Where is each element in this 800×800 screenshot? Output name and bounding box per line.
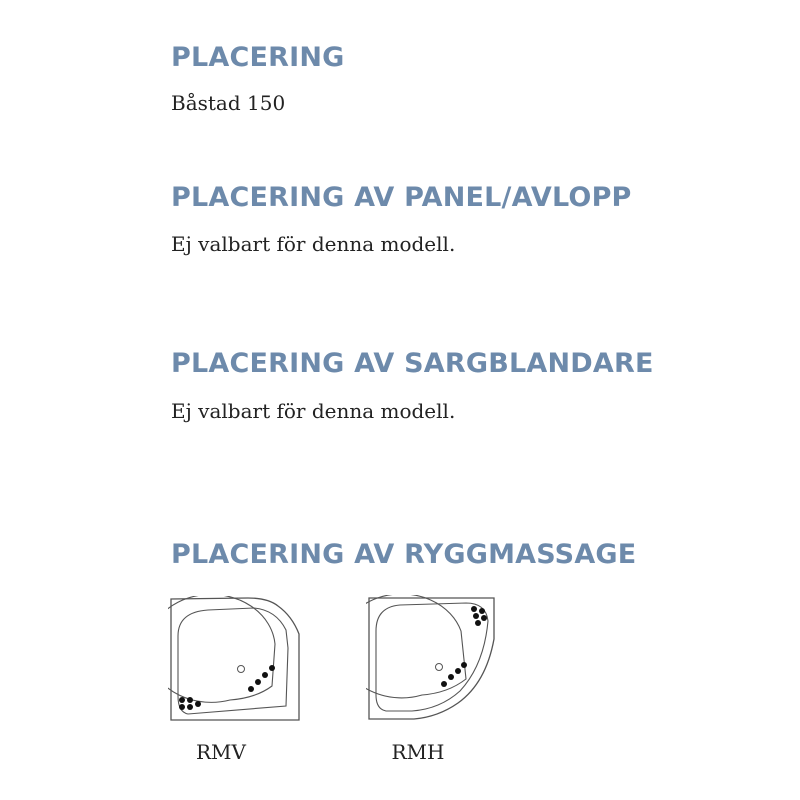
section-text-sargblandare: Ej valbart för denna modell. — [171, 399, 456, 423]
section-heading-sargblandare: PLACERING AV SARGBLANDARE — [171, 348, 654, 379]
section-text-panel-avlopp: Ej valbart för denna modell. — [171, 232, 456, 256]
bathtub-diagram-rmv — [168, 596, 302, 722]
section-heading-panel-avlopp: PLACERING AV PANEL/AVLOPP — [171, 182, 632, 213]
diagram-label-rmh: RMH — [391, 740, 445, 764]
section-text-model: Båstad 150 — [171, 91, 286, 115]
diagram-label-rmv: RMV — [196, 740, 246, 764]
section-heading-placering: PLACERING — [171, 42, 345, 73]
bathtub-diagram-rmh — [366, 595, 500, 721]
section-heading-ryggmassage: PLACERING AV RYGGMASSAGE — [171, 539, 637, 570]
